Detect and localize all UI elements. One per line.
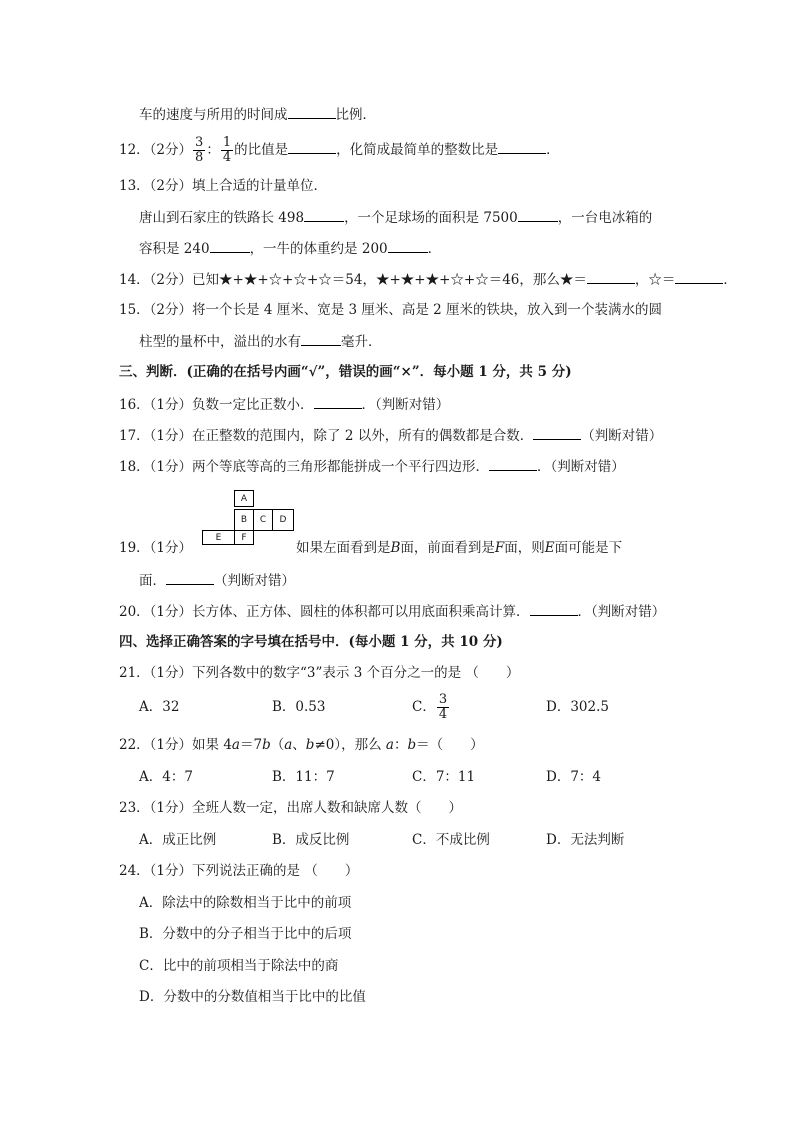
answer-blank[interactable]: [314, 394, 362, 409]
option-a[interactable]: A．除法中的除数相当于比中的前项: [139, 895, 352, 911]
net-face-d: D: [272, 509, 294, 531]
question-12: 12．（2分） $\frac{3}{8}$ ： $\frac{1}{4}$ 的比值是 ，化简成最简单的整数比是 ．: [119, 135, 560, 165]
answer-blank[interactable]: [518, 207, 558, 222]
answer-blank[interactable]: [489, 456, 537, 471]
option-c[interactable]: C． $\frac{3}{4}$: [412, 692, 448, 722]
question-13: 13．（2分）填上合适的计量单位．: [119, 178, 328, 194]
answer-blank[interactable]: [304, 207, 344, 222]
question-21: 21．（1分）下列各数中的数字“3”表示 3 个百分之一的是 （ ）: [119, 665, 520, 681]
q11-continuation: 车的速度与所用的时间成 比例．: [139, 104, 376, 125]
answer-blank[interactable]: [388, 238, 428, 253]
option-a[interactable]: A．32: [139, 699, 180, 715]
section-3-title: 三、判断．(正确的在括号内画“√”，错误的画“×”．每小题 1 分，共 5 分): [119, 364, 572, 380]
option-d[interactable]: D．无法判断: [546, 832, 625, 848]
option-d[interactable]: D．7：4: [546, 769, 602, 785]
question-17: 17．（1分）在正整数的范围内，除了 2 以外，所有的偶数都是合数． （判断对错）: [119, 425, 662, 446]
question-16: 16．（1分）负数一定比正数小． ．（判断对错）: [119, 394, 449, 415]
answer-blank[interactable]: [530, 601, 578, 616]
question-18: 18．（1分）两个等底等高的三角形都能拼成一个平行四边形． ．（判断对错）: [119, 456, 625, 477]
question-14: 14．（2分）已知★+★+☆+☆+☆＝54，★+★+★+☆+☆＝46，那么★＝ ，☆＝ ．: [119, 269, 737, 290]
fraction: $\frac{1}{4}$: [222, 135, 232, 165]
question-19-text: 如果左面看到是B面，前面看到是F面，则E面可能是下: [296, 540, 623, 556]
answer-blank[interactable]: [288, 139, 336, 154]
question-20: 20．（1分）长方体、正方体、圆柱的体积都可以用底面积乘高计算． ．（判断对错）: [119, 601, 665, 622]
question-24: 24．（1分）下列说法正确的是 （ ）: [119, 863, 359, 879]
answer-blank[interactable]: [498, 139, 546, 154]
option-c[interactable]: C．7：11: [412, 769, 476, 785]
question-13-line3: 容积是 240 ，一牛的体重约是 200 ．: [139, 238, 441, 259]
question-19-line2: 面． （判断对错）: [139, 570, 295, 591]
answer-blank[interactable]: [301, 331, 341, 346]
answer-blank[interactable]: [210, 238, 250, 253]
question-23: 23．（1分）全班人数一定，出席人数和缺席人数（ ）: [119, 800, 463, 816]
fraction: $\frac{3}{8}$: [195, 135, 204, 165]
question-15: 15．（2分）将一个长是 4 厘米、宽是 3 厘米、高是 2 厘米的铁块，放入到一个装满水的圆: [119, 302, 663, 318]
option-a[interactable]: A．成正比例: [139, 832, 217, 848]
option-a[interactable]: A．4：7: [139, 769, 193, 785]
answer-blank[interactable]: [533, 425, 581, 440]
option-c[interactable]: C．不成比例: [412, 832, 490, 848]
net-face-e: E: [202, 530, 235, 545]
question-15-line2: 柱型的量杯中，溢出的水有 毫升．: [139, 331, 382, 352]
cube-net-figure: [202, 490, 302, 548]
answer-blank[interactable]: [587, 269, 635, 284]
answer-blank[interactable]: [288, 104, 336, 119]
answer-blank[interactable]: [166, 570, 214, 585]
option-b[interactable]: B．分数中的分子相当于比中的后项: [139, 926, 352, 942]
option-b[interactable]: B．11：7: [272, 769, 335, 785]
question-22: 22．（1分）如果 4a＝7b（a、b≠0），那么 a：b＝（ ）: [119, 737, 484, 753]
option-b[interactable]: B．0.53: [272, 699, 326, 715]
net-face-c: C: [253, 509, 273, 531]
fraction: $\frac{3}{4}$: [438, 692, 448, 722]
net-face-a: A: [234, 490, 254, 507]
net-face-b: B: [234, 509, 254, 531]
section-4-title: 四、选择正确答案的字号填在括号中．(每小题 1 分，共 10 分): [119, 634, 503, 650]
net-face-f: F: [234, 530, 254, 545]
question-19: 19．（1分）: [119, 540, 193, 556]
option-b[interactable]: B．成反比例: [272, 832, 350, 848]
answer-blank[interactable]: [675, 269, 723, 284]
option-d[interactable]: D．302.5: [546, 699, 609, 715]
question-13-line2: 唐山到石家庄的铁路长 498 ，一个足球场的面积是 7500 ，一台电冰箱的: [139, 207, 652, 228]
option-d[interactable]: D．分数中的分数值相当于比中的比值: [139, 989, 366, 1005]
option-c[interactable]: C．比中的前项相当于除法中的商: [139, 958, 339, 974]
